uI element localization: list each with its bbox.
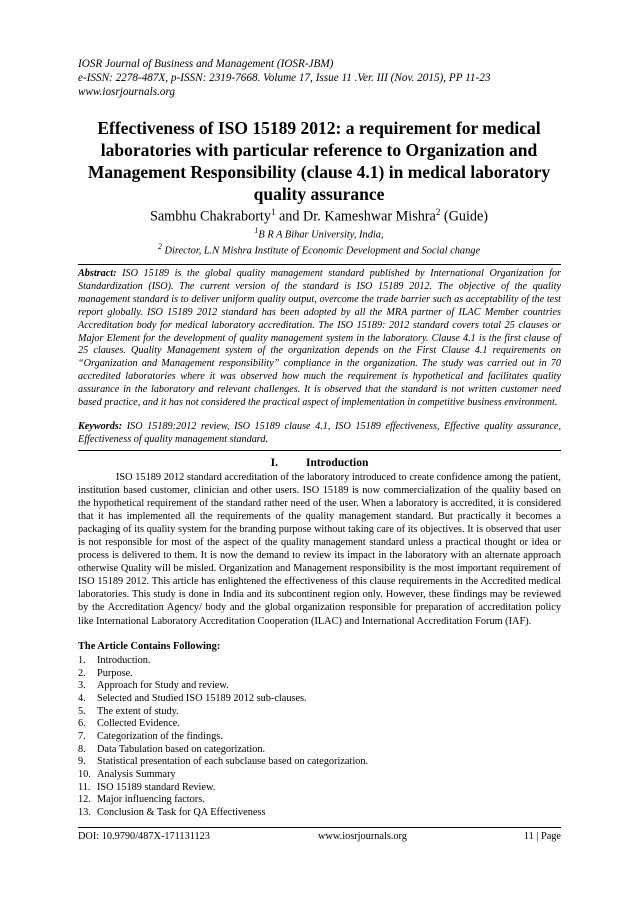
contents-item-text: Selected and Studied ISO 15189 2012 sub-clauses.	[97, 692, 307, 704]
contents-item-number: 9.	[78, 756, 86, 768]
contents-item-number: 10.	[78, 768, 91, 780]
contents-item	[78, 668, 561, 681]
contents-item-text: The extent of study.	[97, 705, 179, 717]
contents-item-number: 12.	[78, 794, 91, 806]
journal-header	[78, 58, 568, 99]
contents-item-number: 8.	[78, 743, 86, 755]
section-heading	[78, 457, 561, 469]
section-number: I.	[270, 457, 278, 469]
contents-item	[78, 706, 561, 719]
section-title: Introduction	[305, 457, 369, 469]
journal-name: IOSR Journal of Business and Management (IOSR-JBM)	[78, 58, 334, 70]
contents-item-text: Categorization of the findings.	[97, 730, 223, 742]
author-connector: and	[275, 208, 304, 225]
author-2-superscript: 2	[435, 207, 441, 217]
keywords	[78, 421, 561, 447]
affiliation-2-text: Director, L.N Mishra Institute of Economic Development and Social change	[161, 245, 481, 257]
affiliation-1	[70, 226, 568, 240]
contents-item-text: Purpose.	[97, 667, 133, 679]
contents-item-number: 3.	[78, 680, 86, 692]
contents-item-text: Approach for Study and review.	[97, 680, 229, 692]
affiliation-2-superscript: 2	[157, 242, 162, 251]
author-2-role: (Guide)	[440, 208, 488, 225]
contents-item-text: Collected Evidence.	[97, 718, 180, 730]
contents-item	[78, 693, 561, 706]
footer-page-number: 11 | Page	[523, 831, 561, 842]
introduction-paragraph: ISO 15189 2012 standard accreditation of the laboratory introduced to create confidence among the patient, institution based customer, clinician and other users. ISO 15189 is now commercialization of the quality based on the hypothetical requirement of the standard rather need of the user. When a laboratory is accredited, it is considered that it has implemented all the requirements of the quality management standard. But practically it becomes a packaging of its quality system for the branding purpose without taking care of its objectives. It is observed that user is not responsible for most of the aspect of the quality management standard unless a practical thought or idea or process is delivered to them. It is now the demand to review its impact in the laboratory with an alternate approach otherwise Quality will be misled. Organization and Management responsibility is the most important requirement of ISO 15189 2012. This article has enlightened the effectiveness of this clause requirements in the Accredited medical laboratories. This study is done in India and its subcontinent region only. However, these findings may be reviewed by the Accreditation Agency/ body and the global organization responsible for preparation of accreditation policy like International Laboratory Accreditation Cooperation (ILAC) and International Accreditation Forum (IAF).	[78, 472, 561, 627]
footer-website[interactable]: www.iosrjournals.org	[318, 831, 407, 842]
contents-item-number: 2.	[78, 667, 86, 679]
abstract	[78, 268, 561, 410]
contents-item	[78, 756, 561, 769]
contents-item-text: ISO 15189 standard Review.	[97, 781, 216, 793]
contents-item	[78, 782, 561, 795]
contents-item-text: Conclusion & Task for QA Effectiveness	[97, 806, 266, 818]
journal-website[interactable]: www.iosrjournals.org	[78, 85, 175, 98]
keywords-text: ISO 15189:2012 review, ISO 15189 clause 4.1, ISO 15189 effectiveness, Effective quality assurance, Effectiveness of quality management standard.	[78, 421, 561, 445]
journal-issn: e-ISSN: 2278-487X, p-ISSN: 2319-7668. Volume 17, Issue 11 .Ver. III (Nov. 2015), PP 11-23	[78, 71, 491, 84]
contents-item	[78, 744, 561, 757]
abstract-label: Abstract:	[78, 268, 117, 279]
contents-item-text: Statistical presentation of each subclause based on categorization.	[97, 756, 369, 768]
keywords-label: Keywords:	[78, 421, 123, 432]
contents-item-text: Analysis Summary	[97, 768, 176, 780]
contents-heading: The Article Contains Following:	[78, 641, 221, 652]
contents-item-number: 1.	[78, 655, 86, 666]
contents-item-text: Data Tabulation based on categorization.	[97, 743, 266, 755]
contents-item-text: Major influencing factors.	[97, 794, 205, 806]
author-1: Sambhu Chakraborty	[149, 208, 271, 225]
affiliation-2	[70, 242, 568, 256]
abstract-text: ISO 15189 is the global quality management standard published by International Organization for Standardization (ISO). The current version of the standard is ISO 15189 2012. The objective of the quality management standard is to deliver uniform quality output, overcome the trade barrier such as acceptability of the test report globally. ISO 15189 2012 standard has been adopted by all the MRA partner of ILAC Member countries Accreditation body for medical laboratory accreditation. The ISO 15189: 2012 standard covers total 25 clauses or Major Element for the development of quality management system in the laboratory. Clause 4.1 is the first clause of 25 clauses. Quality Management system of the organization depends on the First Clause 4.1 requirements on “Organization and Management responsibility” compliance in the organization. The study was carried out in 70 accredited laboratories where it was observed how much the requirement is hypothetical and facilitates quality assurance in the laboratory and relevant challenges. It is observed that the standard is not written customer need based practice, and it has not considered the practical aspect of implementation in competitive business environment.	[78, 268, 561, 409]
contents-item	[78, 680, 561, 693]
author-1-superscript: 1	[270, 207, 276, 217]
abstract-top-rule	[78, 264, 561, 265]
contents-item-number: 13.	[78, 806, 91, 818]
author-2: Dr. Kameshwar Mishra	[303, 208, 436, 225]
contents-item	[78, 718, 561, 731]
paper-title: Effectiveness of ISO 15189 2012: a requirement for medical laboratories with particular reference to Organization and Management Responsibility (clause 4.1) in medical laboratory quality assurance	[87, 118, 551, 204]
footer-doi: DOI: 10.9790/487X-171131123	[78, 831, 210, 842]
footer-rule	[78, 827, 561, 828]
contents-item	[78, 769, 561, 782]
affiliation-1-superscript: 1	[254, 226, 259, 235]
contents-item-number: 7.	[78, 730, 86, 742]
author-line	[70, 207, 568, 226]
contents-item-number: 11.	[78, 781, 91, 793]
contents-item	[78, 807, 561, 820]
abstract-bottom-rule	[78, 450, 561, 451]
contents-item-number: 5.	[78, 705, 86, 717]
contents-item	[78, 794, 561, 807]
contents-item-number: 4.	[78, 692, 86, 704]
contents-item-text: Introduction.	[97, 655, 151, 666]
contents-item-number: 6.	[78, 718, 86, 730]
contents-item	[78, 655, 561, 668]
affiliation-1-text: B R A Bihar University, India,	[258, 229, 384, 241]
contents-list	[78, 655, 561, 820]
contents-item	[78, 731, 561, 744]
